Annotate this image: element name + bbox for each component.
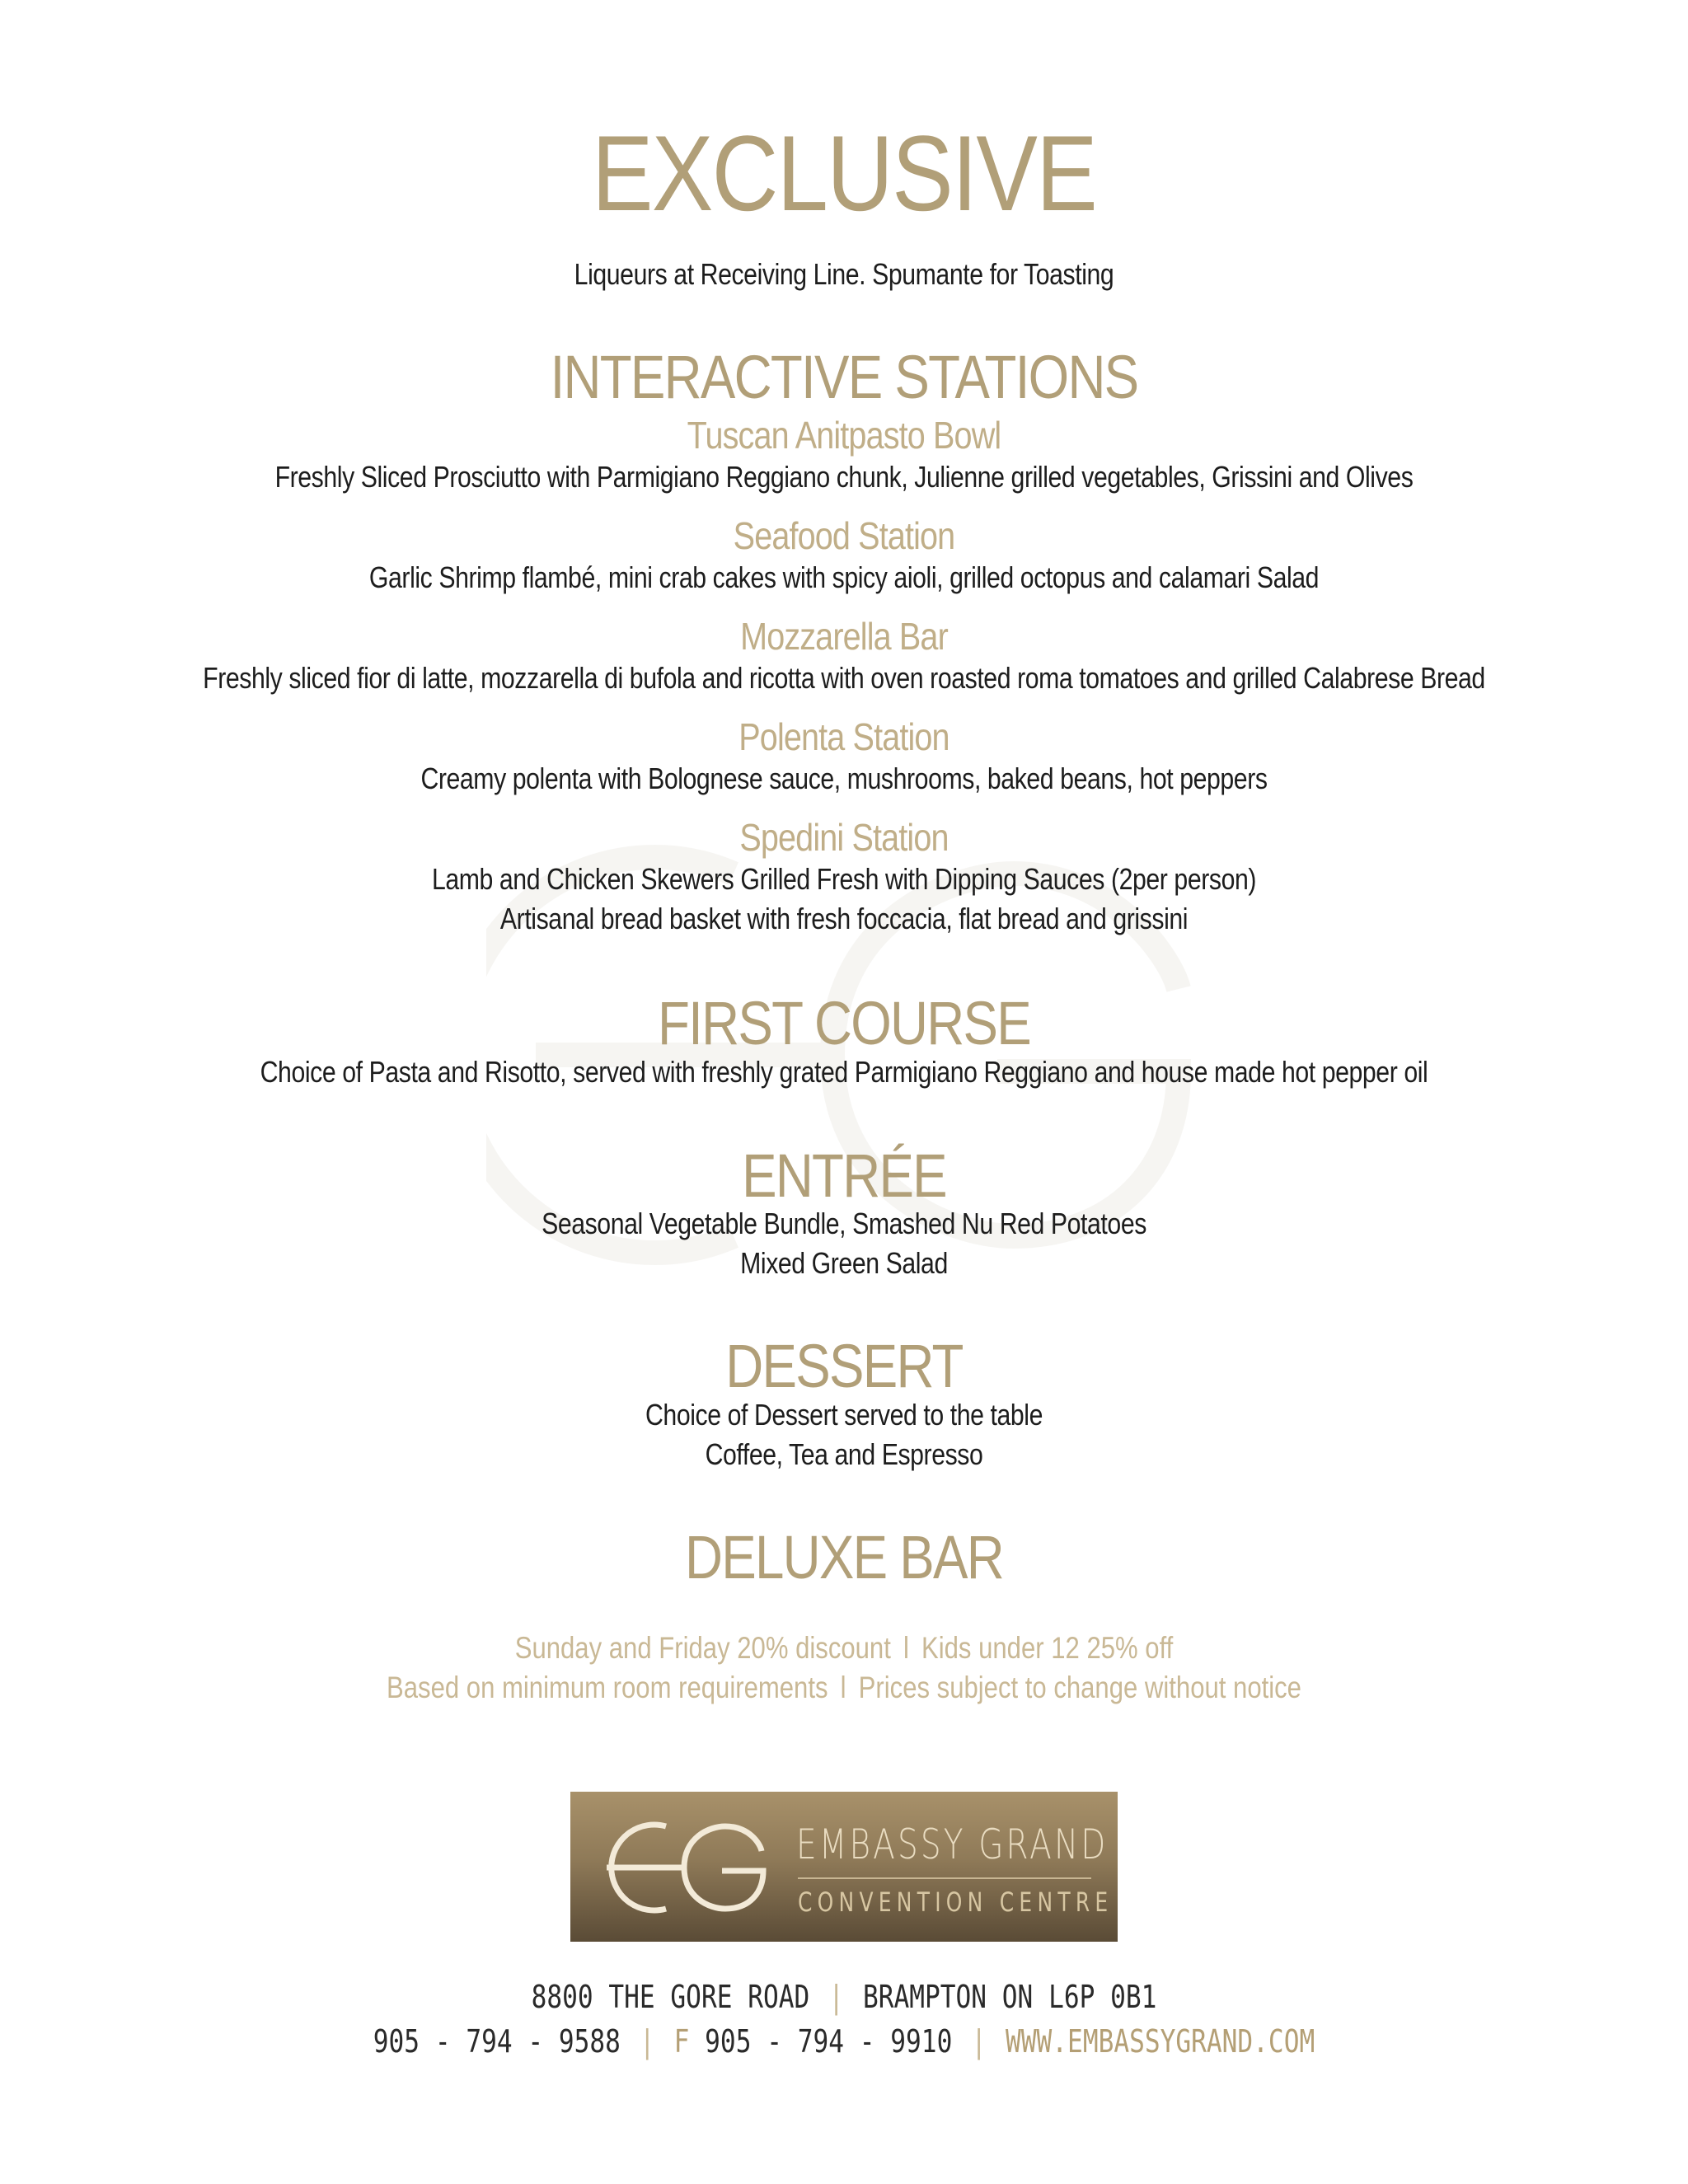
- address-line: [152, 1976, 1536, 2018]
- intro-text: Liqueurs at Receiving Line. Spumante for Toasting: [574, 257, 1114, 291]
- pricing-note-1: [135, 1629, 1553, 1668]
- footer-separator: |: [828, 1979, 844, 2015]
- dessert-desc-2: Coffee, Tea and Espresso: [705, 1437, 983, 1471]
- street-address: 8800 THE GORE ROAD: [531, 1979, 810, 2015]
- dessert-desc-1: Choice of Dessert served to the table: [645, 1398, 1043, 1432]
- station-name-polenta: Polenta Station: [738, 715, 950, 758]
- station-name-seafood: Seafood Station: [733, 514, 955, 557]
- note-minimum: Based on minimum room requirements: [387, 1671, 828, 1704]
- station-desc-seafood: Garlic Shrimp flambé, mini crab cakes with spicy aioli, grilled octopus and calamari Salad: [368, 560, 1320, 594]
- note-kids: Kids under 12 25% off: [921, 1631, 1174, 1665]
- footer-separator: |: [971, 2023, 987, 2060]
- station-desc-polenta: Creamy polenta with Bolognese sauce, mushrooms, baked beans, hot peppers: [420, 762, 1268, 795]
- city-address: BRAMPTON ON L6P 0B1: [862, 1979, 1157, 2015]
- fax-number: 905 - 794 - 9910: [705, 2023, 953, 2060]
- pricing-note-2: [135, 1668, 1553, 1708]
- station-name-spedini: Spedini Station: [739, 816, 949, 859]
- note-separator: l: [903, 1631, 909, 1665]
- logo-divider: [798, 1877, 1091, 1879]
- note-discount: Sunday and Friday 20% discount: [514, 1631, 891, 1665]
- note-prices: Prices subject to change without notice: [858, 1671, 1301, 1704]
- logo-subtitle: CONVENTION CENTRE: [798, 1886, 1114, 1918]
- embassy-grand-logo: [570, 1792, 1118, 1942]
- first-course-title: FIRST COURSE: [657, 989, 1031, 1057]
- station-name-antipasto: Tuscan Anitpasto Bowl: [687, 414, 1001, 457]
- main-title: EXCLUSIVE: [591, 113, 1097, 233]
- station-desc-spedini-2: Artisanal bread basket with fresh foccacia, flat bread and grissini: [499, 902, 1189, 935]
- entree-desc-1: Seasonal Vegetable Bundle, Smashed Nu Red Potatoes: [542, 1207, 1146, 1240]
- first-course-desc: Choice of Pasta and Risotto, served with freshly grated Parmigiano Reggiano and house made hot pepper oil: [260, 1055, 1428, 1089]
- footer-separator: |: [639, 2023, 655, 2060]
- note-separator: l: [840, 1671, 846, 1704]
- contact-line: [152, 2021, 1536, 2062]
- entree-desc-2: Mixed Green Salad: [740, 1246, 948, 1280]
- station-desc-spedini-1: Lamb and Chicken Skewers Grilled Fresh with Dipping Sauces (2per person): [431, 862, 1257, 896]
- phone-number[interactable]: 905 - 794 - 9588: [373, 2023, 621, 2060]
- entree-title: ENTRÉE: [742, 1141, 946, 1210]
- website-link[interactable]: WWW.EMBASSYGRAND.COM: [1006, 2023, 1315, 2060]
- fax-label: F: [673, 2023, 690, 2060]
- station-desc-antipasto: Freshly Sliced Prosciutto with Parmigiano Reggiano chunk, Julienne grilled vegetables, Grissini and Olives: [274, 460, 1414, 494]
- deluxe-bar-title: DELUXE BAR: [684, 1523, 1003, 1591]
- logo-name: EMBASSY GRAND: [796, 1821, 1109, 1868]
- station-desc-mozzarella: Freshly sliced fior di latte, mozzarella di bufola and ricotta with oven roasted roma tomatoes and grilled Calabrese Bread: [203, 661, 1485, 695]
- dessert-title: DESSERT: [725, 1332, 963, 1400]
- eg-logo-icon: [602, 1820, 767, 1915]
- station-name-mozzarella: Mozzarella Bar: [740, 615, 948, 658]
- interactive-stations-title: INTERACTIVE STATIONS: [550, 343, 1138, 411]
